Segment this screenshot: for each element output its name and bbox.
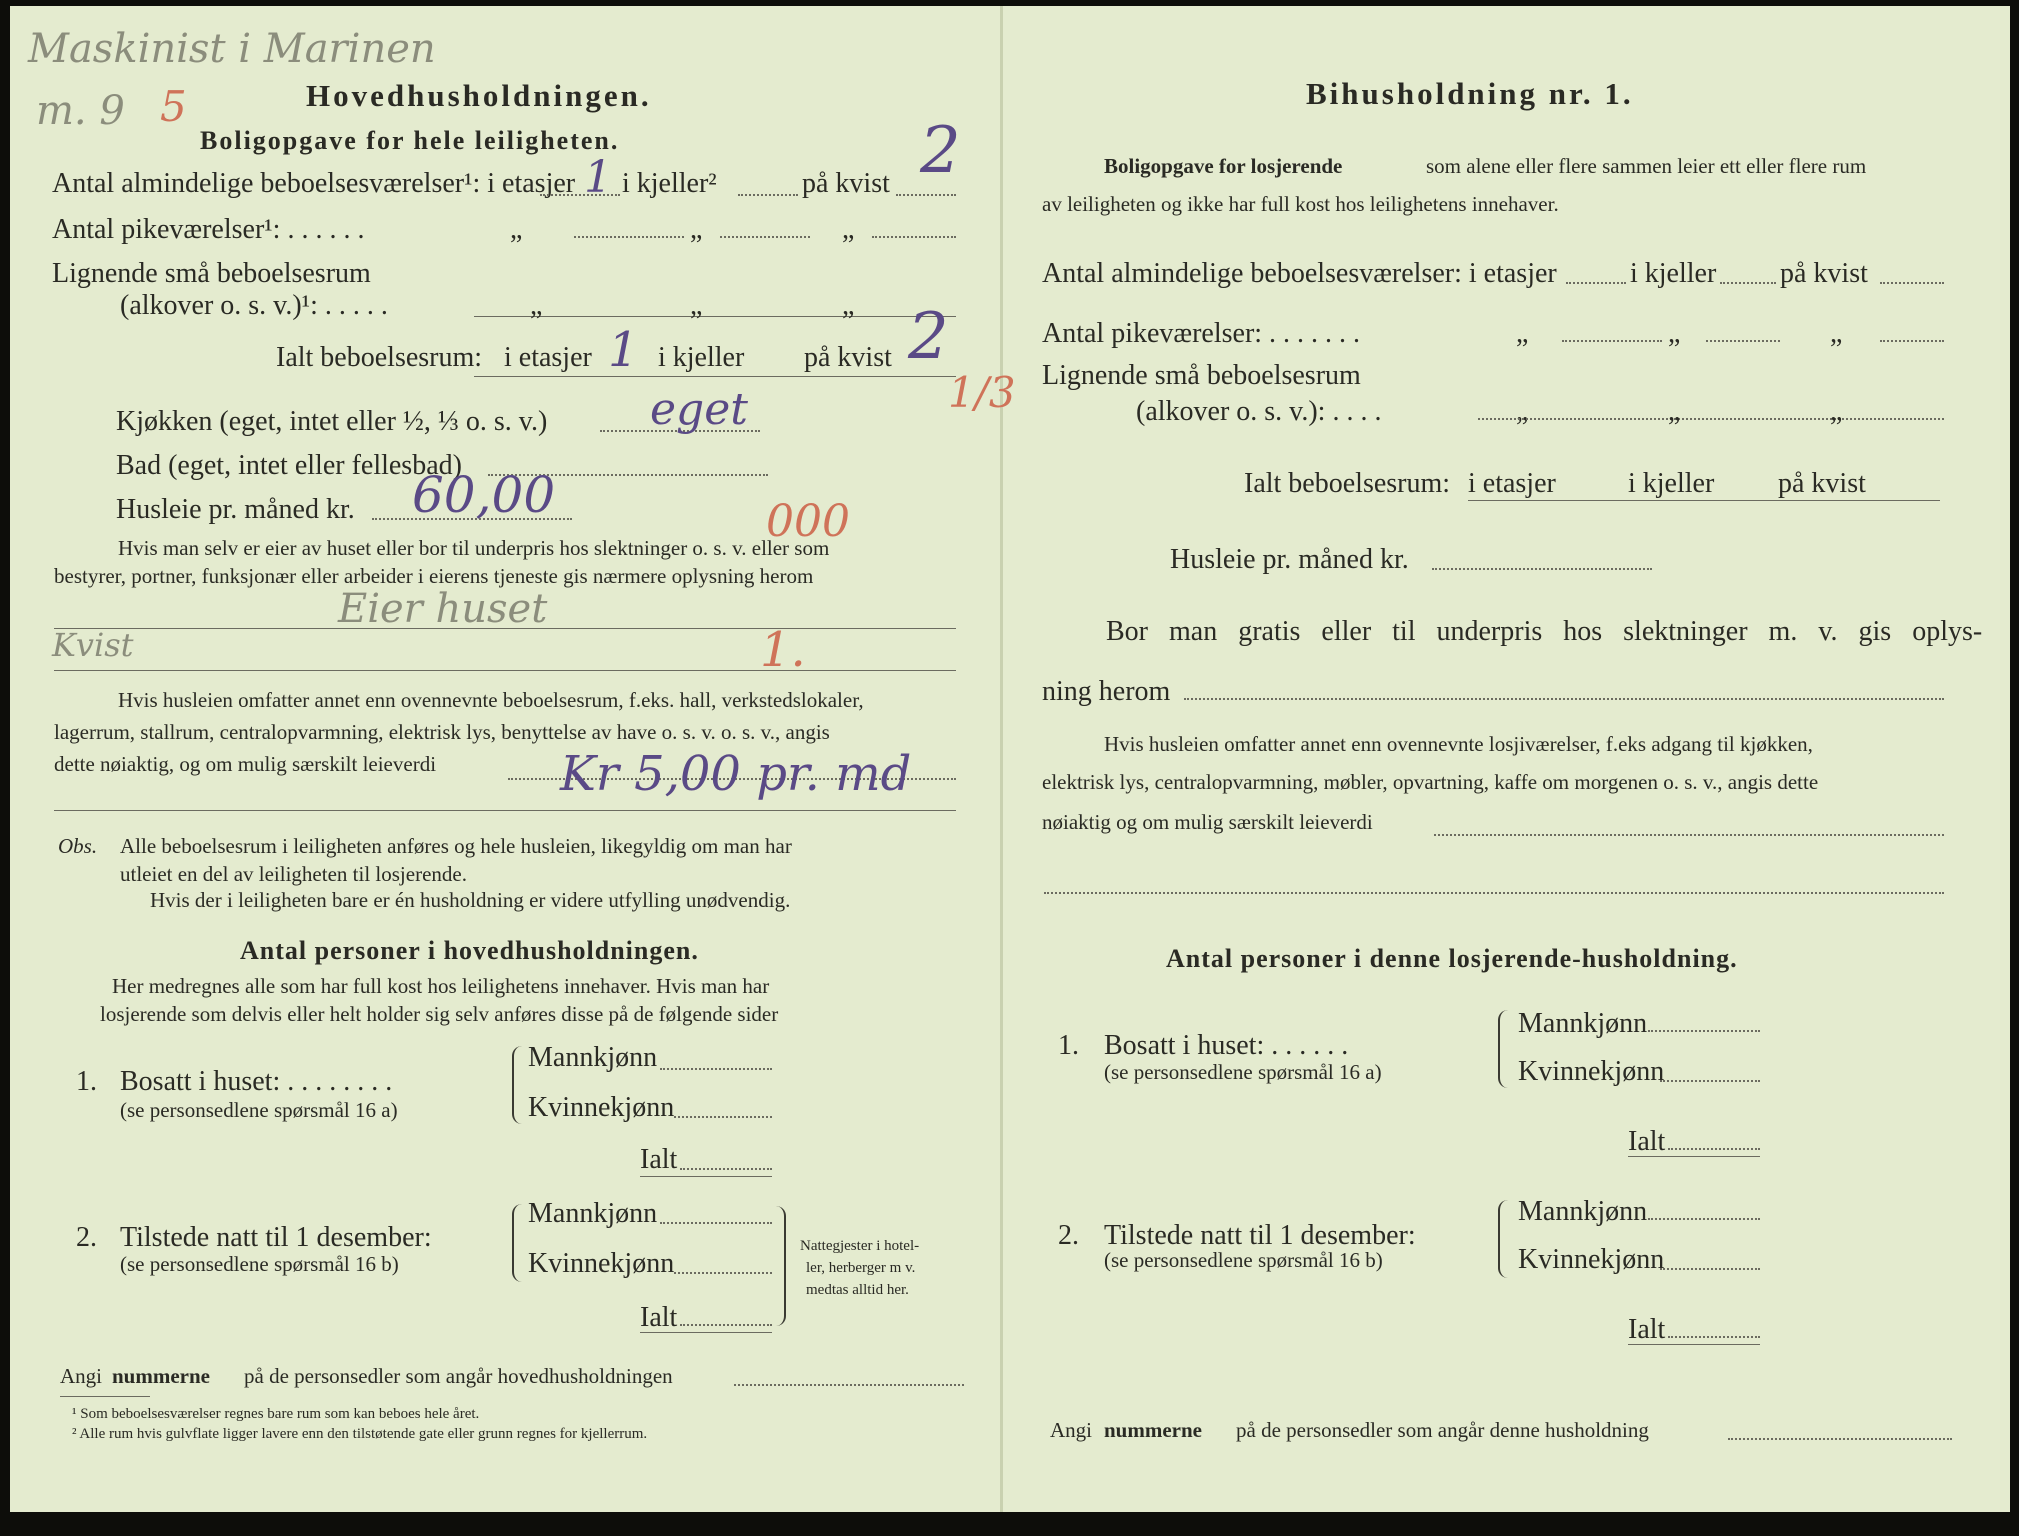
persons-intro-1: Her medregnes alle som har full kost hos leilighetens innehaver. Hvis man har bbox=[112, 974, 770, 998]
right-q2-note: (se personsedlene spørsmål 16 b) bbox=[1104, 1248, 1383, 1272]
q2-male-field[interactable] bbox=[660, 1222, 772, 1224]
persons-intro-2: losjerende som delvis eller helt holder sig selv anføres disse på de følgende sider bbox=[100, 1002, 779, 1026]
right-q2-female: Kvinnekjønn bbox=[1518, 1244, 1665, 1275]
ditto-mark: „ bbox=[690, 214, 703, 245]
right-similar-label: Lignende små beboelsesrum bbox=[1042, 360, 1361, 391]
q2-female-field[interactable] bbox=[674, 1272, 772, 1274]
angi-right-field[interactable] bbox=[1728, 1438, 1952, 1440]
rent-red-mark: 000 bbox=[766, 496, 850, 547]
q2-brace bbox=[512, 1204, 526, 1282]
ditto-mark: „ bbox=[1516, 318, 1529, 349]
right-intro-line-2: av leiligheten og ikke har full kost hos leilighetens innehaver. bbox=[1042, 192, 1559, 216]
right-q2-male: Mannkjønn bbox=[1518, 1196, 1648, 1227]
total-etasjer-label: i etasjer bbox=[504, 342, 592, 373]
right-intro-rest: som alene eller flere sammen leier ett eller flere rum bbox=[1426, 154, 1867, 178]
right-pike-field-1[interactable] bbox=[1562, 340, 1662, 342]
obs-line-3: Hvis der i leiligheten bare er én husholdning er videre utfylling unødvendig. bbox=[150, 888, 791, 912]
kvist-label: på kvist bbox=[802, 168, 890, 199]
red-mark-one: 1. bbox=[760, 622, 806, 678]
right-q1-note: (se personsedlene spørsmål 16 a) bbox=[1104, 1060, 1382, 1084]
total-kvist-label: på kvist bbox=[804, 342, 892, 373]
right-total-line bbox=[1468, 500, 1940, 501]
angi-left-field[interactable] bbox=[734, 1384, 964, 1386]
right-q2-male-field[interactable] bbox=[1648, 1218, 1760, 1220]
q1-male-field[interactable] bbox=[660, 1068, 772, 1070]
night-guests-brace bbox=[770, 1206, 786, 1326]
right-kjeller-field[interactable] bbox=[1720, 282, 1776, 284]
extras-line bbox=[54, 810, 956, 811]
angi-left-bold: nummerne bbox=[112, 1364, 210, 1388]
right-q1-number: 1. bbox=[1058, 1030, 1079, 1061]
ditto-mark: „ bbox=[690, 290, 703, 321]
right-q1-brace bbox=[1498, 1010, 1512, 1088]
right-q2-total-field[interactable] bbox=[1668, 1336, 1760, 1338]
right-q2-female-field[interactable] bbox=[1660, 1268, 1760, 1270]
angi-right-bold: nummerne bbox=[1104, 1418, 1202, 1442]
q1-total-rule bbox=[640, 1176, 772, 1177]
rent-value: 60,00 bbox=[412, 466, 556, 524]
right-q1-male-field[interactable] bbox=[1648, 1030, 1760, 1032]
page-fold bbox=[1000, 6, 1003, 1512]
bath-label: Bad (eget, intet eller fellesbad) bbox=[116, 450, 462, 481]
handwritten-number-red: 5 bbox=[160, 82, 187, 131]
right-q1-total-rule bbox=[1628, 1156, 1760, 1157]
q1-label: Bosatt i huset: . . . . . . . . bbox=[120, 1066, 393, 1097]
total-rooms-label: Ialt beboelsesrum: bbox=[276, 342, 483, 373]
alcoves-label: (alkover o. s. v.)¹: . . . . . bbox=[120, 290, 388, 321]
footnote-1: ¹ Som beboelsesværelser regnes bare rum som kan beboes hele året. bbox=[72, 1406, 480, 1422]
kjeller-field[interactable] bbox=[738, 194, 798, 196]
ditto-mark: „ bbox=[1668, 396, 1681, 427]
pike-kvist-field-2[interactable] bbox=[872, 236, 956, 238]
q1-note: (se personsedlene spørsmål 16 a) bbox=[120, 1098, 398, 1122]
right-kjeller-label: i kjeller bbox=[1630, 258, 1717, 289]
right-intro-bold: Boligopgave for losjerende bbox=[1104, 154, 1343, 178]
right-alcoves-label: (alkover o. s. v.): . . . . bbox=[1136, 396, 1382, 427]
right-q1-label: Bosatt i huset: . . . . . . bbox=[1104, 1030, 1349, 1061]
q2-total-label: Ialt bbox=[640, 1302, 678, 1333]
q2-female-label: Kvinnekjønn bbox=[528, 1248, 675, 1279]
alcoves-line bbox=[474, 316, 956, 317]
q2-label: Tilstede natt til 1 desember: bbox=[120, 1222, 432, 1253]
ditto-mark: „ bbox=[510, 214, 523, 245]
right-q1-male: Mannkjønn bbox=[1518, 1008, 1648, 1039]
q1-number: 1. bbox=[76, 1066, 97, 1097]
right-gratis-field[interactable] bbox=[1184, 698, 1944, 700]
q1-total-label: Ialt bbox=[640, 1144, 678, 1175]
persons-title: Antal personer i hovedhusholdningen. bbox=[240, 936, 699, 965]
obs-label: Obs. bbox=[58, 834, 98, 858]
left-title: Hovedhusholdningen. bbox=[306, 78, 652, 113]
q2-total-field[interactable] bbox=[680, 1324, 772, 1326]
q1-brace bbox=[512, 1046, 526, 1124]
right-alcoves-field[interactable] bbox=[1478, 418, 1944, 420]
extras-value: Kr 5,00 pr. md bbox=[560, 746, 912, 802]
right-kvist-label: på kvist bbox=[1780, 258, 1868, 289]
angi-right-rest: på de personsedler som angår denne husholdning bbox=[1236, 1418, 1649, 1442]
handwritten-code: m. 9 bbox=[36, 88, 125, 134]
right-q1-female: Kvinnekjønn bbox=[1518, 1056, 1665, 1087]
right-total-kvist: på kvist bbox=[1778, 468, 1866, 499]
angi-left-rest: på de personsedler som angår hovedhusholdningen bbox=[244, 1364, 673, 1388]
ditto-mark: „ bbox=[1830, 396, 1843, 427]
q2-number: 2. bbox=[76, 1222, 97, 1253]
margin-mark: Kvist bbox=[52, 626, 134, 664]
right-etasjer-field[interactable] bbox=[1566, 282, 1626, 284]
angi-left-pre: Angi bbox=[60, 1364, 102, 1388]
similar-rooms-label: Lignende små beboelsesrum bbox=[52, 258, 371, 289]
owner-note: Eier huset bbox=[338, 586, 548, 632]
q1-female-label: Kvinnekjønn bbox=[528, 1092, 675, 1123]
right-q1-total-field[interactable] bbox=[1668, 1148, 1760, 1150]
right-title: Bihusholdning nr. 1. bbox=[1306, 76, 1634, 111]
owner-line-1 bbox=[54, 628, 956, 629]
ditto-mark: „ bbox=[530, 290, 543, 321]
total-kvist-value: 2 bbox=[908, 300, 949, 374]
right-gratis-1: Bor man gratis eller til underpris hos slektninger m. v. gis oplys- bbox=[1106, 616, 1983, 647]
q1-total-field[interactable] bbox=[680, 1168, 772, 1170]
right-persons-title: Antal personer i denne losjerende-husholdning. bbox=[1166, 944, 1738, 973]
right-q2-total-rule bbox=[1628, 1344, 1760, 1345]
rooms-label: Antal almindelige beboelsesværelser¹: i etasjer bbox=[52, 168, 576, 199]
footnote-2: ² Alle rum hvis gulvflate ligger lavere enn den tilstøtende gate eller grunn regnes for kjellerrum. bbox=[72, 1426, 648, 1442]
ditto-mark: „ bbox=[1668, 318, 1681, 349]
right-para-field[interactable] bbox=[1434, 834, 1944, 836]
right-q1-female-field[interactable] bbox=[1660, 1080, 1760, 1082]
right-total-etasjer: i etasjer bbox=[1468, 468, 1556, 499]
q1-male-label: Mannkjønn bbox=[528, 1042, 658, 1073]
right-pike-field-3[interactable] bbox=[1880, 340, 1944, 342]
night-note-3: medtas alltid her. bbox=[806, 1282, 909, 1298]
total-line bbox=[474, 376, 956, 377]
total-kjeller-label: i kjeller bbox=[658, 342, 745, 373]
owner-line-2 bbox=[54, 670, 956, 671]
kitchen-value: eget bbox=[650, 384, 748, 435]
right-rent-field[interactable] bbox=[1432, 568, 1652, 570]
ditto-mark: „ bbox=[842, 290, 855, 321]
kvist-field[interactable] bbox=[896, 194, 956, 196]
extras-instructions-2: lagerrum, stallrum, centralopvarmning, elektrisk lys, benyttelse av have o. s. v. o. s. v., angis bbox=[54, 720, 830, 744]
q1-female-field[interactable] bbox=[674, 1116, 772, 1118]
night-note-1: Nattegjester i hotel- bbox=[800, 1238, 920, 1254]
q2-male-label: Mannkjønn bbox=[528, 1198, 658, 1229]
right-gratis-2: ning herom bbox=[1042, 676, 1171, 707]
right-q2-total: Ialt bbox=[1628, 1314, 1666, 1345]
right-para-field-2[interactable] bbox=[1044, 892, 1944, 894]
q2-note: (se personsedlene spørsmål 16 b) bbox=[120, 1252, 399, 1276]
angi-right-pre: Angi bbox=[1050, 1418, 1092, 1442]
kjeller-label: i kjeller² bbox=[622, 168, 717, 199]
extras-instructions-1: Hvis husleien omfatter annet enn ovennevnte beboelsesrum, f.eks. hall, verkstedslokaler, bbox=[118, 688, 864, 712]
right-para-3: nøiaktig og om mulig særskilt leieverdi bbox=[1042, 810, 1373, 834]
right-q2-number: 2. bbox=[1058, 1220, 1079, 1251]
right-kvist-field[interactable] bbox=[1880, 282, 1944, 284]
pike-kjeller-field[interactable] bbox=[574, 236, 684, 238]
obs-line-1: Alle beboelsesrum i leiligheten anføres og hele husleien, likegyldig om man har bbox=[120, 834, 792, 858]
footnote-rule bbox=[60, 1396, 150, 1397]
extras-instructions-3: dette nøiaktig, og om mulig særskilt leieverdi bbox=[54, 752, 437, 776]
owner-instructions-1: Hvis man selv er eier av huset eller bor til underpris hos slektninger o. s. v. eller som bbox=[118, 536, 830, 560]
right-q2-brace bbox=[1498, 1200, 1512, 1278]
ditto-mark: „ bbox=[1830, 318, 1843, 349]
kvist-value: 2 bbox=[920, 114, 961, 188]
right-para-2: elektrisk lys, centralopvarmning, møbler, opvartning, kaffe om morgenen o. s. v., angis dette bbox=[1042, 770, 1819, 794]
obs-line-2: utleiet en del av leiligheten til losjerende. bbox=[120, 862, 467, 886]
right-pike-field-2[interactable] bbox=[1706, 340, 1780, 342]
night-note-2: ler, herberger m v. bbox=[806, 1260, 916, 1276]
right-total-label: Ialt beboelsesrum: bbox=[1244, 468, 1451, 499]
right-total-kjeller: i kjeller bbox=[1628, 468, 1715, 499]
total-etasjer-value: 1 bbox=[608, 322, 639, 378]
rent-label: Husleie pr. måned kr. bbox=[116, 494, 355, 525]
handwritten-occupation: Maskinist i Marinen bbox=[28, 26, 436, 72]
left-subtitle: Boligopgave for hele leiligheten. bbox=[200, 126, 620, 155]
ditto-mark: „ bbox=[842, 214, 855, 245]
pike-kvist-field[interactable] bbox=[720, 236, 810, 238]
ditto-mark: „ bbox=[1516, 396, 1529, 427]
right-q1-total: Ialt bbox=[1628, 1126, 1666, 1157]
q2-total-rule bbox=[640, 1332, 772, 1333]
right-rooms-label: Antal almindelige beboelsesværelser: i etasjer bbox=[1042, 258, 1557, 289]
etasjer-value: 1 bbox=[584, 152, 612, 203]
kitchen-label: Kjøkken (eget, intet eller ½, ⅓ o. s. v.) bbox=[116, 406, 548, 437]
owner-instructions-2: bestyrer, portner, funksjonær eller arbeider i eierens tjeneste gis nærmere oplysning herom bbox=[54, 564, 814, 588]
right-rent-label: Husleie pr. måned kr. bbox=[1170, 544, 1409, 575]
fraction-red: 1/3 bbox=[948, 368, 1016, 417]
right-pike-label: Antal pikeværelser: . . . . . . . bbox=[1042, 318, 1361, 349]
pikevaerelser-label: Antal pikeværelser¹: . . . . . . bbox=[52, 214, 365, 245]
right-para-1: Hvis husleien omfatter annet enn ovennevnte losjiværelser, f.eks adgang til kjøkken, bbox=[1104, 732, 1813, 756]
right-q2-label: Tilstede natt til 1 desember: bbox=[1104, 1220, 1416, 1251]
